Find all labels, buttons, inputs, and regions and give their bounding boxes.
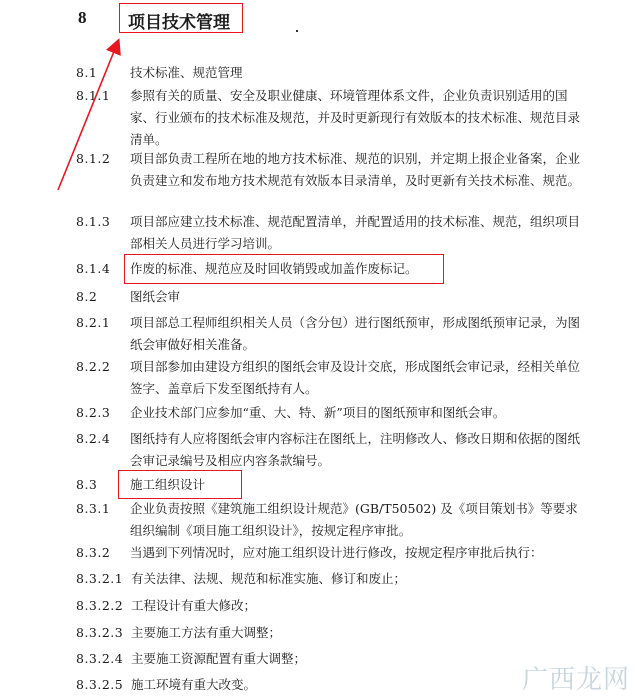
section-text: 技术标准、规范管理	[130, 65, 243, 80]
section-number: 8.1	[76, 65, 98, 80]
section-text: 有关法律、法规、规范和标准实施、修订和废止；	[131, 571, 407, 586]
section-number: 8.2.3	[76, 405, 111, 420]
section-number: 8.1.4	[76, 261, 111, 276]
chapter-number: 8	[78, 8, 87, 27]
section-text: 项目部应建立技术标准、规范配置清单，并配置适用的技术标准、规范，组织项目部相关人员进行学习培训。	[130, 214, 581, 251]
section-text: 作废的标准、规范应及时回收销毁或加盖作废标记。	[130, 261, 418, 276]
section-number: 8.3.2	[76, 545, 111, 560]
section-number: 8.1.1	[76, 88, 111, 103]
section-number: 8.3.2.5	[76, 677, 124, 692]
section-number: 8.1.3	[76, 214, 111, 229]
section-text: 图纸会审	[130, 289, 181, 304]
section-text: 工程设计有重大修改；	[131, 598, 257, 613]
section-text: 项目部总工程师组织相关人员（含分包）进行图纸预审，形成图纸预审记录，为图纸会审做好相关准备。	[130, 315, 581, 352]
section-text: 施工组织设计	[130, 477, 206, 492]
section-text: 当遇到下列情况时，应对施工组织设计进行修改，按规定程序审批后执行：	[130, 545, 543, 560]
section-number: 8.2.2	[76, 359, 111, 374]
section-text: 施工环境有重大改变。	[131, 677, 257, 692]
section-text: 企业负责按照《建筑施工组织设计规范》(GB/T50502) 及《项目策划书》等要求组织编制《项目施工组织设计》，按规定程序审批。	[130, 501, 578, 538]
section-number: 8.2.4	[76, 431, 111, 446]
section-number: 8.3.1	[76, 501, 111, 516]
watermark-logo: 广西龙网	[521, 665, 630, 695]
section-text: 图纸持有人应将图纸会审内容标注在图纸上，注明修改人、修改日期和依据的图纸会审记录编号及相应内容条款编号。	[130, 431, 581, 468]
section-number: 8.3.2.2	[76, 598, 124, 613]
section-number: 8.2	[76, 289, 98, 304]
section-text: 项目部参加由建设方组织的图纸会审及设计交底，形成图纸会审记录，经相关单位签字、盖章后下发至图纸持有人。	[130, 359, 581, 396]
section-number: 8.3.2.4	[76, 651, 124, 666]
section-text: 参照有关的质量、安全及职业健康、环境管理体系文件，企业负责识别适用的国家、行业颁布的技术标准及规范，并及时更新现行有效版本的技术标准、规范目录清单。	[130, 88, 581, 147]
section-text: 企业技术部门应参加“重、大、特、新”项目的图纸预审和图纸会审。	[130, 405, 506, 420]
section-text: 项目部负责工程所在地的地方技术标准、规范的识别，并定期上报企业备案，企业负责建立和发布地方技术规范有效版本目录清单，及时更新有关技术标准、规范。	[130, 151, 581, 188]
section-number: 8.2.1	[76, 315, 111, 330]
section-text: 主要施工方法有重大调整；	[131, 625, 282, 640]
section-number: 8.1.2	[76, 151, 111, 166]
chapter-title: 项目技术管理	[128, 13, 230, 33]
section-number: 8.3.2.3	[76, 625, 124, 640]
section-text: 主要施工资源配置有重大调整；	[131, 651, 307, 666]
section-number: 8.3	[76, 477, 98, 492]
section-number: 8.3.2.1	[76, 571, 124, 586]
